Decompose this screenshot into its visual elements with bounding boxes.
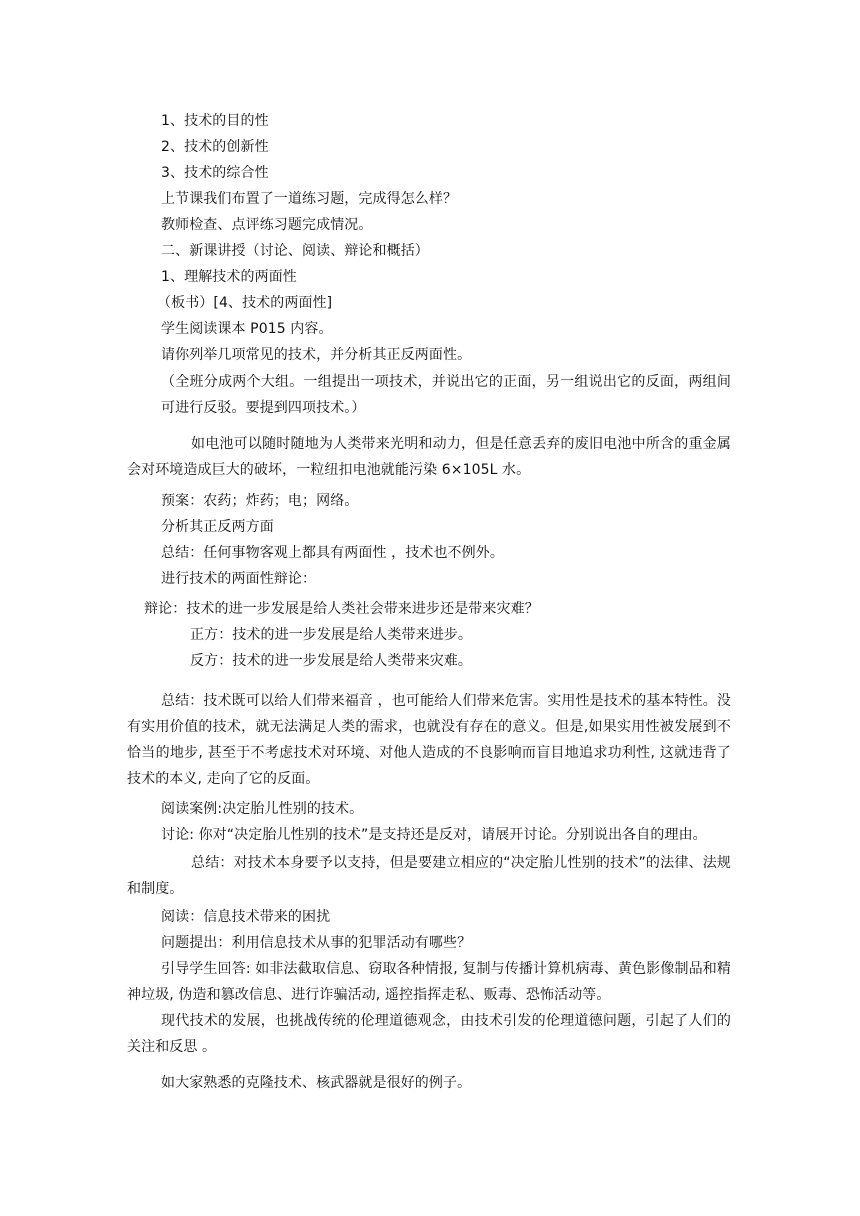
- list-item-comprehensive: 3、技术的综合性: [161, 165, 269, 181]
- paragraph-case-reading: 阅读案例:决定胎儿性别的技术。: [161, 801, 364, 817]
- paragraph-read-textbook: 学生阅读课本 P015 内容。: [161, 321, 333, 337]
- paragraph-plan: 预案：农药；炸药；电；网络。: [161, 493, 359, 509]
- subheading-two-sides: 1、理解技术的两面性: [161, 269, 297, 285]
- paragraph-debate-topic: 辩论：技术的进一步发展是给人类社会带来进步还是带来灾难？: [144, 601, 539, 617]
- paragraph-teacher-check: 教师检查、点评练习题完成情况。: [161, 217, 373, 233]
- list-item-purpose: 1、技术的目的性: [161, 113, 269, 129]
- paragraph-debate-intro: 进行技术的两面性辩论：: [161, 571, 317, 587]
- paragraph-analyze: 分析其正反两方面: [161, 519, 274, 535]
- paragraph-question: 问题提出：利用信息技术从事的犯罪活动有哪些？: [161, 935, 472, 951]
- paragraph-group-instructions: （全班分成两个大组。一组提出一项技术，并说出它的正面，另一组说出它的反面，两组间可进行反驳。要提到四项技术。）: [161, 374, 731, 416]
- section-heading-new-lesson: 二、新课讲授（讨论、阅读、辩论和概括）: [161, 243, 429, 259]
- paragraph-negative: 反方：技术的进一步发展是给人类带来灾难。: [190, 653, 472, 669]
- paragraph-summary-support: 总结：对技术本身要予以支持，但是要建立相应的“决定胎儿性别的技术”的法律、法规和制度。: [127, 855, 731, 897]
- list-item-innovation: 2、技术的创新性: [161, 139, 269, 155]
- paragraph-last-lesson: 上节课我们布置了一道练习题，完成得怎么样？: [161, 191, 458, 207]
- paragraph-battery-example: 如电池可以随时随地为人类带来光明和动力，但是任意丢弃的废旧电池中所含的重金属会对环境造成巨大的破坏，一粒纽扣电池就能污染 6×105L 水。: [127, 436, 731, 478]
- paragraph-discussion: 讨论: 你对“决定胎儿性别的技术”是支持还是反对，请展开讨论。分别说出各自的理由。: [161, 827, 707, 843]
- paragraph-reading-info-tech: 阅读：信息技术带来的困扰: [161, 909, 331, 925]
- paragraph-modern-tech-ethics: 现代技术的发展，也挑战传统的伦理道德观念，由技术引发的伦理道德问题，引起了人们的关注和反思 。: [127, 1013, 731, 1055]
- paragraph-student-answer: 引导学生回答: 如非法截取信息、窃取各种情报, 复制与传播计算机病毒、黄色影像制品和精神垃圾, 伪造和篡改信息、进行诈骗活动, 遥控指挥走私、贩毒、恐怖活动等。: [127, 961, 731, 1003]
- paragraph-summary-practicality: 总结：技术既可以给人们带来福音 ，也可能给人们带来危害。实用性是技术的基本特性。没有实用价值的技术，就无法满足人类的需求，也就没有存在的意义。但是,如果实用性被发展到不恰当的地步, 甚至于不考虑技术对环境、对他人造成的不良影响而盲目地追求功利性, 这就违背了技术的本义, 走向了它的反面。: [127, 693, 731, 787]
- paragraph-summary-two-sides: 总结：任何事物客观上都具有两面性 ，技术也不例外。: [161, 545, 504, 561]
- blackboard-note: （板书）[4、技术的两面性]: [157, 295, 333, 311]
- paragraph-list-technologies: 请你列举几项常见的技术，并分析其正反两面性。: [161, 347, 472, 363]
- paragraph-affirmative: 正方：技术的进一步发展是给人类带来进步。: [190, 627, 472, 643]
- paragraph-examples: 如大家熟悉的克隆技术、核武器就是很好的例子。: [161, 1075, 472, 1091]
